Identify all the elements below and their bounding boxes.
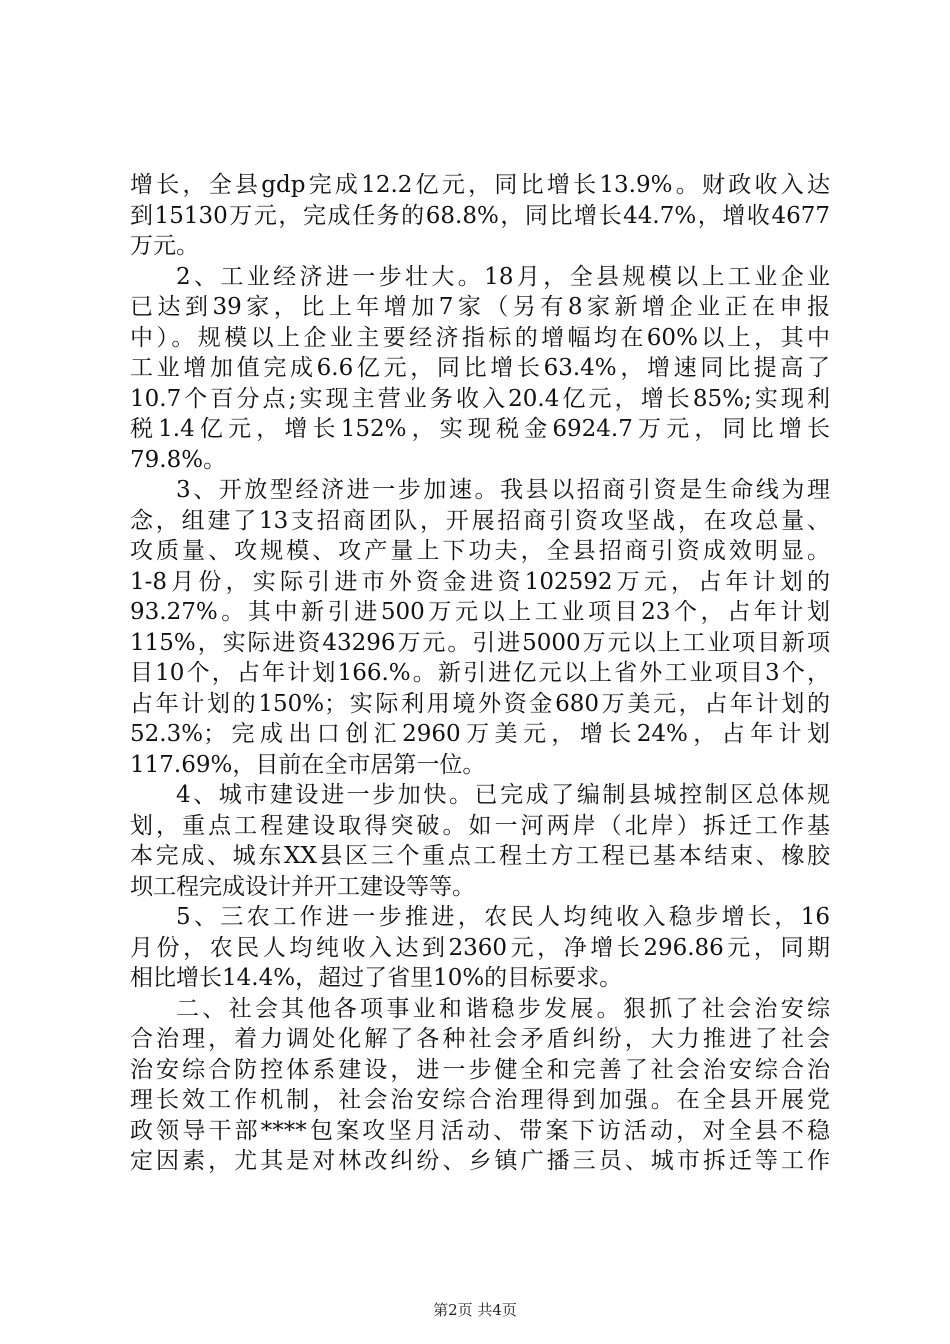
text-line: 10.7个百分点;实现主营业务收入20.4亿元，增长85%;实现利 — [130, 385, 830, 412]
text-line: 合治理，着力调处化解了各种社会矛盾纠纷，大力推进了社会 — [130, 1026, 830, 1052]
text-line: 5、三农工作进一步推进，农民人均纯收入稳步增长，16 — [176, 904, 830, 930]
text-line: 117.69%，目前在全市居第一位。 — [130, 751, 486, 778]
text-line: 到15130万元，完成任务的68.8%，同比增长44.7%，增收4677 — [130, 202, 830, 229]
page-number-footer: 第2页 共4页 — [433, 1301, 517, 1319]
text-line: 工业增加值完成6.6亿元，同比增长63.4%，增速同比提高了 — [130, 355, 830, 381]
text-line: 政领导干部****包案攻坚月活动、带案下访活动，对全县不稳 — [130, 1117, 830, 1144]
text-line: 增长，全县gdp完成12.2亿元，同比增长13.9%。财政收入达 — [130, 172, 830, 198]
text-line: 税1.4亿元，增长152%，实现税金6924.7万元，同比增长 — [130, 416, 830, 442]
text-line: 已达到39家，比上年增加7家（另有8家新增企业正在申报 — [130, 294, 830, 320]
text-line: 万元。 — [130, 233, 199, 259]
text-line: 1-8月份，实际引进市外资金进资102592万元，占年计划的 — [130, 568, 830, 595]
text-line: 本完成、城东XX县区三个重点工程土方工程已基本结束、橡胶 — [130, 843, 830, 869]
text-line: 目10个，占年计划166.%。新引进亿元以上省外工业项目3个， — [130, 660, 830, 686]
text-line: 52.3%；完成出口创汇2960万美元，增长24%，占年计划 — [130, 721, 830, 747]
text-line: 3、开放型经济进一步加速。我县以招商引资是生命线为理 — [176, 477, 830, 503]
text-line: 月份，农民人均纯收入达到2360元，净增长296.86元，同期 — [130, 934, 830, 961]
text-line: 二、社会其他各项事业和谐稳步发展。狠抓了社会治安综 — [176, 995, 830, 1022]
text-line: 93.27%。其中新引进500万元以上工业项目23个，占年计划 — [130, 599, 830, 625]
text-line: 划，重点工程建设取得突破。如一河两岸（北岸）拆迁工作基 — [130, 812, 830, 839]
text-line: 定因素，尤其是对林改纠纷、乡镇广播三员、城市拆迁等工作 — [130, 1148, 830, 1174]
text-line: 115%，实际进资43296万元。引进5000万元以上工业项目新项 — [130, 629, 830, 656]
text-line: 坝工程完成设计并开工建设等等。 — [130, 873, 475, 900]
text-line: 79.8%。 — [130, 446, 227, 473]
text-line: 4、城市建设进一步加快。已完成了编制县城控制区总体规 — [176, 782, 830, 808]
text-line: 念，组建了13支招商团队，开展招商引资攻坚战，在攻总量、 — [130, 507, 830, 534]
document-body — [130, 170, 830, 1177]
text-line: 相比增长14.4%，超过了省里10%的目标要求。 — [130, 965, 623, 991]
text-line: 攻质量、攻规模、攻产量上下功夫，全县招商引资成效明显。 — [130, 538, 830, 564]
text-line: 占年计划的150%；实际利用境外资金680万美元，占年计划的 — [130, 690, 830, 717]
text-line: 2、工业经济进一步壮大。18月，全县规模以上工业企业 — [176, 263, 830, 290]
text-line: 治安综合防控体系建设，进一步健全和完善了社会治安综合治 — [130, 1056, 830, 1083]
text-line: 中）。规模以上企业主要经济指标的增幅均在60%以上，其中 — [130, 324, 830, 351]
text-line: 理长效工作机制，社会治安综合治理得到加强。在全县开展党 — [130, 1087, 830, 1113]
